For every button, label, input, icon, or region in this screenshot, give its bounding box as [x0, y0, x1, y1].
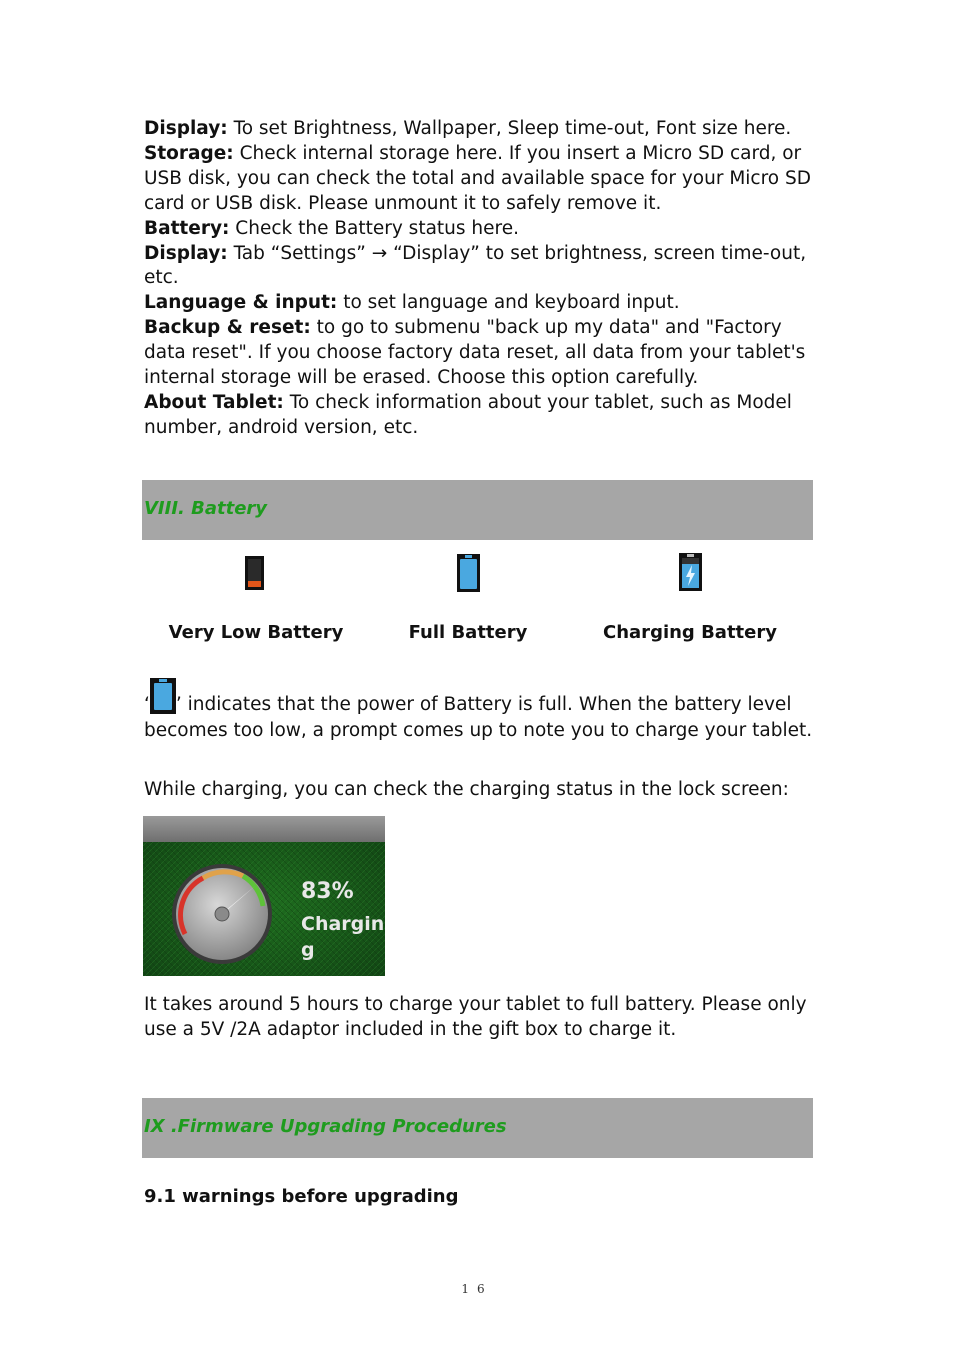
settings-desc: Check internal storage here. If you insert a Micro SD card, or USB disk, you can check the total and available space for your Micro SD card or USB disk. Please unmount it to safely remove it.: [144, 142, 811, 214]
settings-term: Battery:: [144, 217, 230, 239]
full-battery-label: Full Battery: [408, 622, 528, 643]
settings-item: [144, 291, 816, 316]
lockscreen-graphic: [143, 816, 385, 976]
settings-term: Display:: [144, 118, 228, 139]
battery-section-title: VIII. Battery: [144, 498, 268, 519]
battery-section-header: [142, 480, 813, 540]
firmware-section-header: [142, 1098, 813, 1158]
settings-term: Language & input:: [144, 292, 338, 314]
settings-term: Backup & reset:: [144, 317, 311, 339]
charging-status-note: While charging, you can check the charging status in the lock screen:: [144, 779, 789, 800]
settings-item: [144, 242, 816, 292]
firmware-section-title: IX .Firmware Upgrading Procedures: [144, 1116, 507, 1137]
page-number: 16: [461, 1282, 493, 1296]
lockscreen-percent: 83%: [301, 879, 354, 904]
charge-time-note: It takes around 5 hours to charge your tablet to full battery. Please only use a 5V /2A adaptor included in the gift box to charge it.: [144, 994, 807, 1040]
firmware-subheading: 9.1 warnings before upgrading: [144, 1186, 459, 1207]
full-battery-inline-icon: [150, 678, 176, 714]
settings-desc: Check the Battery status here.: [235, 217, 519, 239]
lockscreen-charging-screenshot: [143, 816, 385, 976]
full-battery-note: [144, 692, 816, 744]
settings-item: [144, 316, 816, 391]
settings-item: [144, 391, 816, 441]
settings-item: [144, 217, 816, 242]
settings-term: About Tablet:: [144, 391, 284, 413]
settings-desc: To set Brightness, Wallpaper, Sleep time-out, Font size here.: [233, 118, 792, 139]
settings-desc: To check information about your tablet, such as Model number, android version, etc.: [144, 391, 792, 438]
lockscreen-status-line1: Chargin: [301, 913, 385, 935]
settings-desc: to go to submenu "back up my data" and "Factory data reset". If you choose factory data reset, all data from your tablet's internal storage will be erased. Choose this option carefully.: [144, 317, 806, 389]
very-low-battery-icon: [245, 556, 264, 590]
charging-battery-label: Charging Battery: [603, 622, 777, 643]
quote-mark: ‘: [144, 694, 150, 715]
lockscreen-status-line2: g: [301, 939, 315, 961]
settings-item: [144, 117, 816, 142]
settings-term: Display:: [144, 242, 228, 264]
settings-desc: to set language and keyboard input.: [343, 292, 680, 314]
settings-term: Storage:: [144, 142, 234, 164]
full-battery-note-text: ’ indicates that the power of Battery is full. When the battery level becomes too low, a prompt comes up to note you to charge your tablet.: [144, 694, 813, 741]
settings-desc: Tab “Settings” → “Display” to set brightness, screen time-out, etc.: [144, 242, 807, 289]
very-low-battery-label: Very Low Battery: [168, 622, 344, 643]
settings-description-list: [144, 117, 816, 441]
full-battery-icon: [457, 554, 480, 592]
charging-battery-icon: [679, 553, 702, 591]
settings-item: [144, 142, 816, 217]
